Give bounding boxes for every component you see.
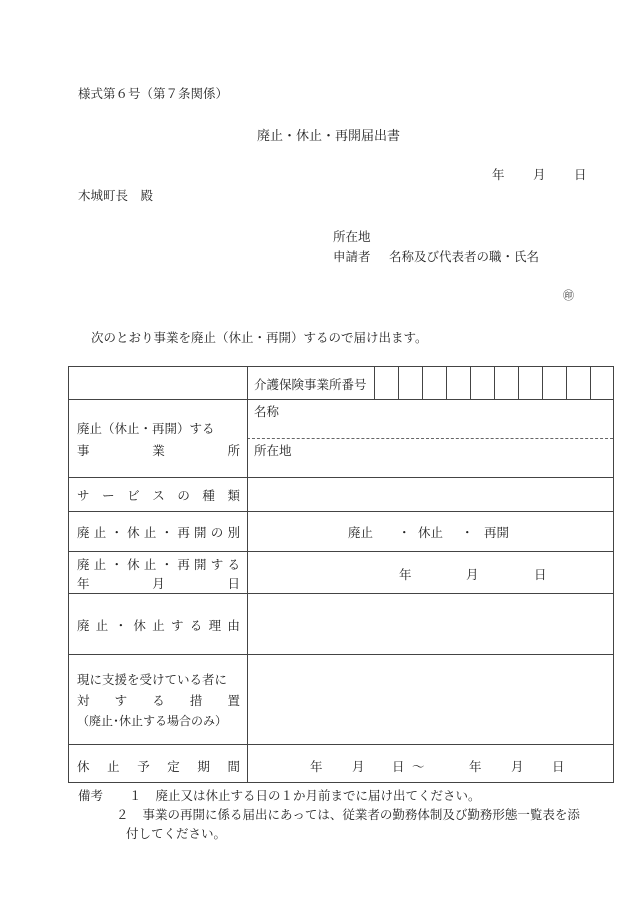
notification-form-table	[68, 366, 614, 783]
period-start-day: 日	[392, 759, 405, 774]
service-type-input[interactable]	[249, 479, 611, 509]
change-type-label: 廃 止 ・ 休 止 ・ 再 開 の 別	[77, 525, 240, 540]
note-number: ２	[116, 807, 129, 822]
applicant-label: 申請者	[333, 249, 371, 264]
option-abolish[interactable]: 廃止	[348, 525, 374, 540]
measures-label-line2: 対 す る 措 置	[77, 693, 240, 708]
option-separator: ・	[398, 525, 411, 540]
addressee: 木城町長 殿	[78, 188, 154, 203]
change-date-month: 月	[466, 567, 479, 582]
applicant-address-label: 所在地	[333, 229, 371, 244]
change-date-label-line1: 廃 止 ・ 休 止 ・ 再 開 す る	[77, 557, 240, 572]
period-start-year: 年	[310, 759, 323, 774]
form-number: 様式第６号（第７条関係）	[78, 86, 229, 101]
option-suspend[interactable]: 休止	[418, 525, 444, 540]
change-date-input[interactable]	[249, 553, 611, 591]
office-location-input[interactable]	[301, 441, 611, 475]
document-title: 廃止・休止・再開届出書	[257, 129, 401, 144]
period-end-day: 日	[552, 759, 565, 774]
office-location-label: 所在地	[254, 443, 292, 458]
change-date-year: 年	[399, 567, 412, 582]
note-number: １	[128, 788, 142, 803]
service-type-label: サ ー ビ ス の 種 類	[77, 488, 240, 503]
measures-label-line3: （廃止･休止する場合のみ）	[77, 714, 228, 728]
suspension-period-input[interactable]	[249, 746, 611, 781]
suspension-period-label: 休 止 予 定 期 間	[77, 759, 240, 774]
date-month: 月	[533, 167, 546, 182]
office-name-label: 名称	[254, 404, 280, 419]
measures-label-line1: 現に支援を受けている者に	[77, 672, 228, 687]
note-text: 事業の再開に係る届出にあっては、従業者の勤務体制及び勤務形態一覧表を添	[142, 807, 580, 822]
office-name-input[interactable]	[301, 401, 611, 435]
change-date-day: 日	[534, 567, 547, 582]
notes	[78, 786, 580, 843]
date-year: 年	[492, 167, 505, 182]
note-continuation: 付してください。	[126, 826, 227, 841]
period-start-month: 月	[352, 759, 365, 774]
business-number-label: 介護保険事業所番号	[254, 377, 367, 392]
note-text: 廃止又は休止する日の１か月前までに届け出てください。	[155, 788, 481, 803]
seal-mark: ㊞	[563, 289, 574, 302]
period-end-month: 月	[511, 759, 524, 774]
option-resume[interactable]: 再開	[484, 525, 510, 540]
option-separator: ・	[461, 525, 474, 540]
change-date-label-line2: 年 月 日	[77, 576, 240, 591]
business-number-input[interactable]	[375, 368, 614, 399]
applicant-name-label: 名称及び代表者の職・氏名	[389, 249, 540, 264]
notes-label: 備考	[78, 788, 104, 803]
date-day: 日	[574, 167, 587, 182]
reason-label: 廃 止 ・ 休 止 す る 理 由	[77, 618, 240, 633]
period-end-year: 年	[469, 759, 482, 774]
office-label-line1: 廃止（休止・再開）する	[77, 421, 215, 436]
measures-input[interactable]	[249, 656, 611, 742]
reason-input[interactable]	[249, 595, 611, 652]
intro-text: 次のとおり事業を廃止（休止・再開）するので届け出ます。	[91, 330, 428, 345]
period-tilde: ～	[412, 759, 425, 774]
empty-corner	[69, 367, 247, 399]
office-label-line2: 事 業 所	[77, 443, 240, 458]
